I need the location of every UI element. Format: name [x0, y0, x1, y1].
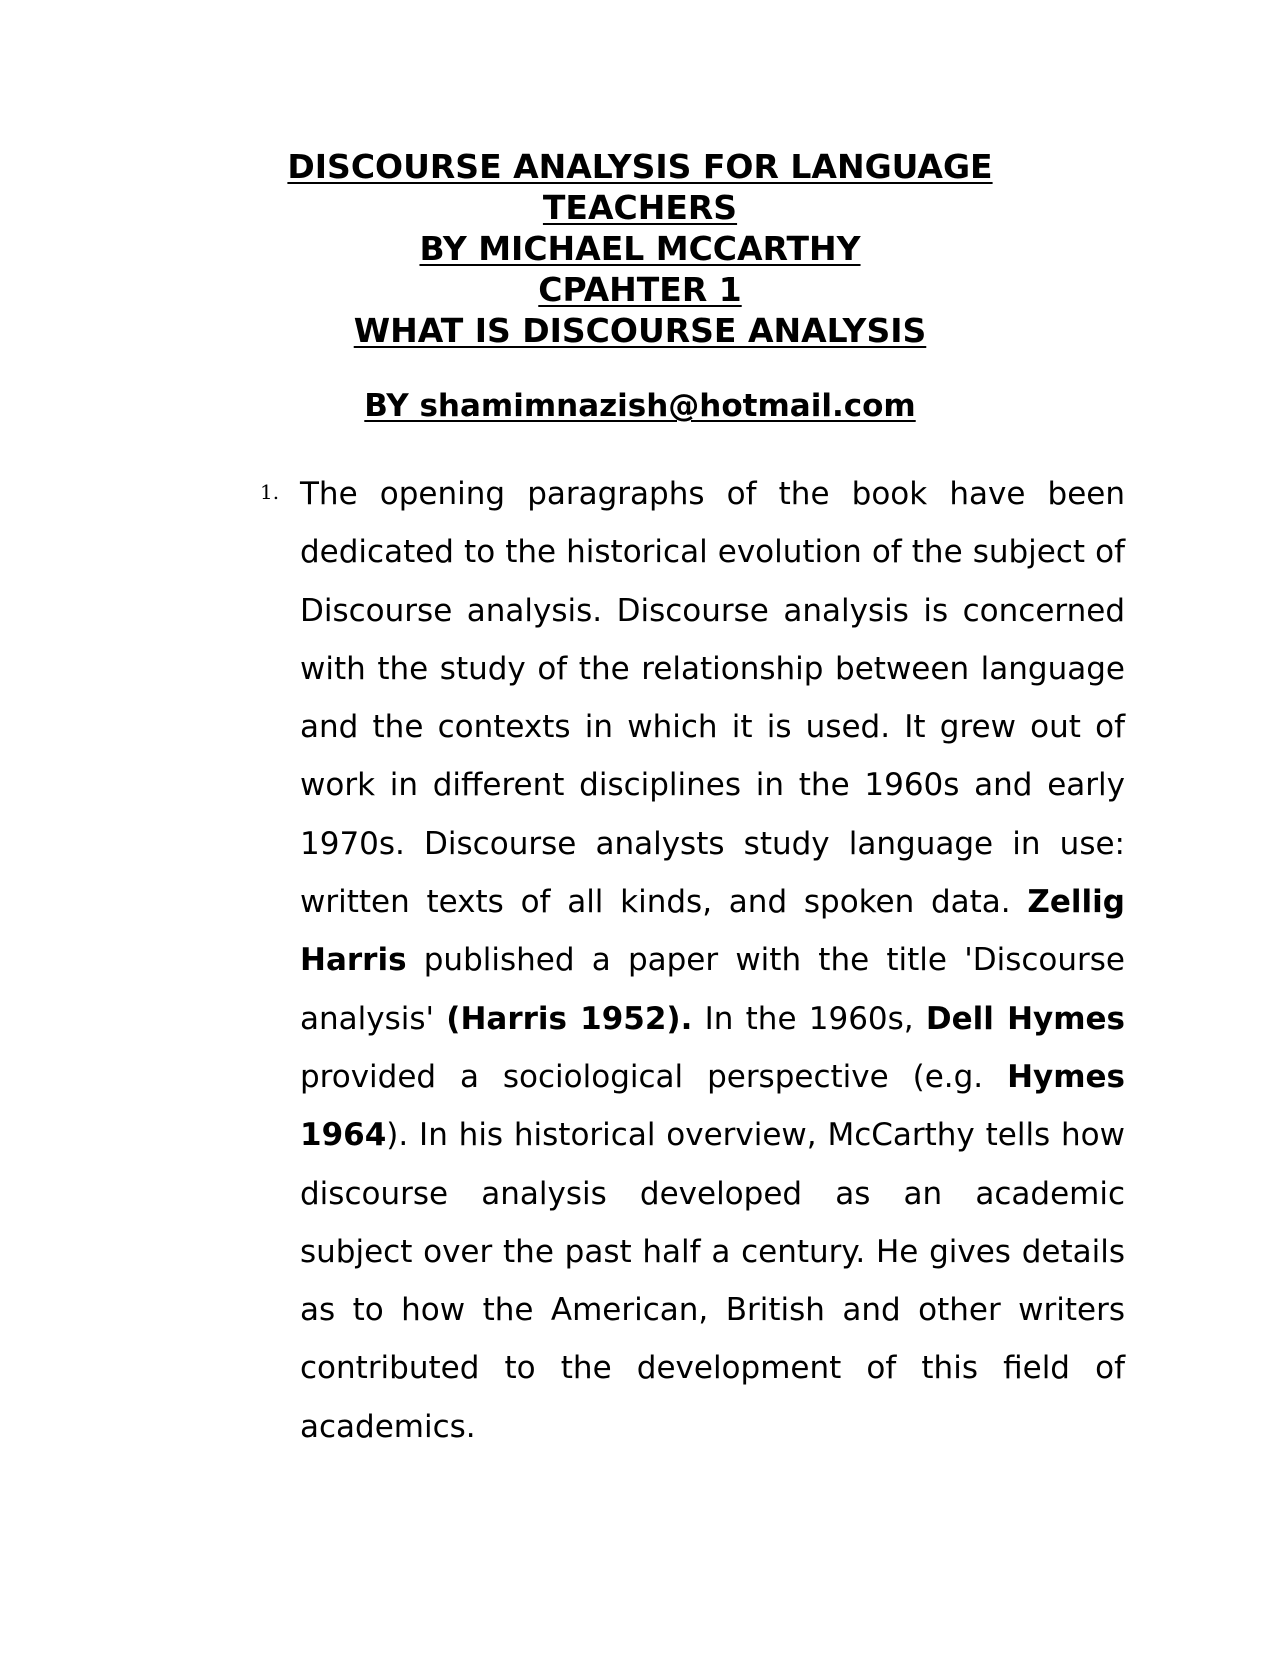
paragraph-text: The opening paragraphs of the book have been dedicated to the historical evolution of the subject of Discourse analysis. Discourse analysis is concerned with the study of the relationship between language and the contexts in which it is used. It grew out of work in different disciplines in the 1960s and early 1970s. Discourse analysts study language in use: written texts of all kinds, and spoken data.	[300, 476, 1125, 921]
title-line-2: TEACHERS	[542, 188, 738, 227]
byline	[200, 386, 1080, 426]
title-line-author: BY MICHAEL MCCARTHY	[419, 229, 861, 268]
title-line-chapter-title: WHAT IS DISCOURSE ANALYSIS	[353, 311, 927, 350]
title-line-1: DISCOURSE ANALYSIS FOR LANGUAGE	[287, 147, 993, 186]
paragraph-text: published a paper with the title 'Discourse analysis'	[300, 942, 1125, 1037]
document-title	[200, 146, 1080, 351]
paragraph-text: ). In his historical overview, McCarthy tells how discourse analysis developed as an academic subject over the past half a century. He gives details as to how the American, British and other writers contributed to the development of this field of academics.	[300, 1117, 1125, 1445]
body-paragraph	[300, 465, 1125, 1456]
title-line-chapter: CPAHTER 1	[538, 270, 742, 309]
bold-name-zellig-harris: Zellig Harris	[300, 884, 1125, 979]
list-number: 1.	[260, 480, 280, 504]
bold-citation-hymes-1964: Hymes 1964	[300, 1058, 1125, 1154]
paragraph-text: provided a sociological perspective (e.g.	[300, 1058, 1008, 1095]
paragraph-text: In the 1960s,	[692, 1000, 926, 1037]
byline-email: BY shamimnazish@hotmail.com	[364, 388, 916, 424]
bold-citation-harris-1952: (Harris 1952).	[446, 1000, 693, 1037]
bold-name-dell-hymes: Dell Hymes	[925, 1000, 1126, 1037]
